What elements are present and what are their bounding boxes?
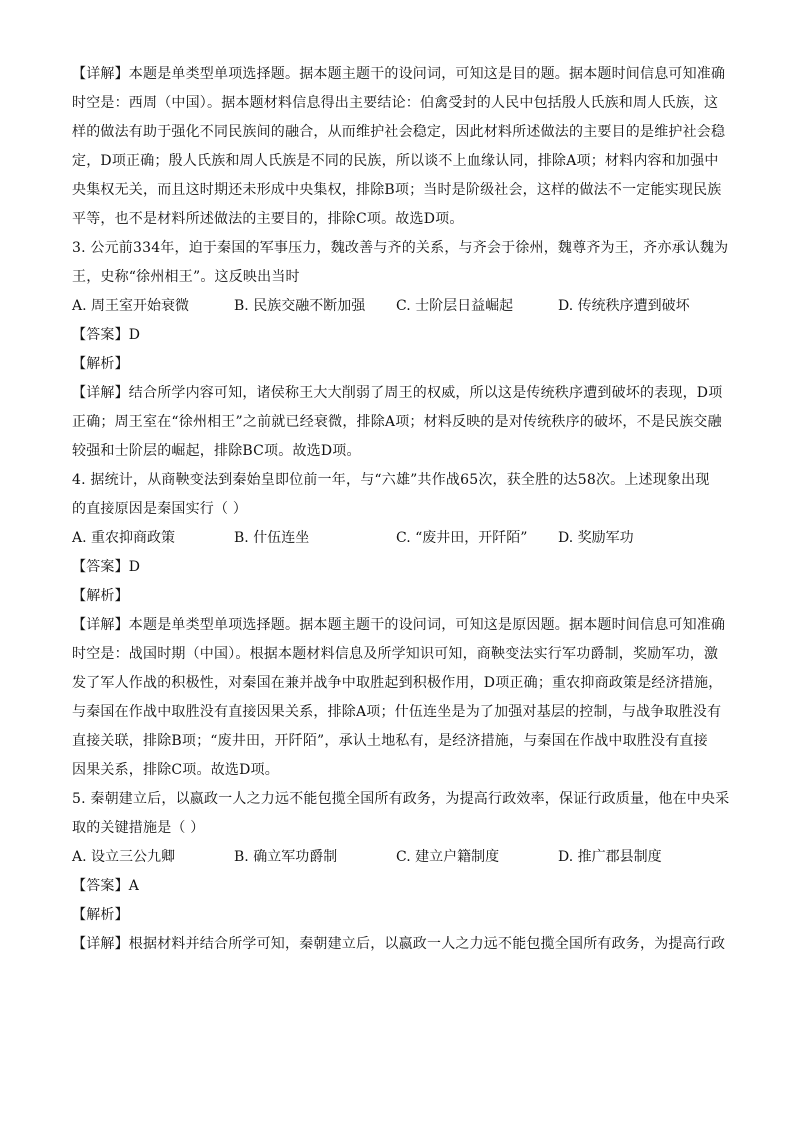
explanation-block-q2 xyxy=(72,60,724,234)
option-d: D. 推广郡县制度 xyxy=(558,849,662,865)
text-line: 央集权无关，而且这时期还未形成中央集权，排除B项；当时是阶级社会，这样的做法不一定能实现民族 xyxy=(72,182,722,198)
text-line: 时空是：西周（中国）。据本题材料信息得出主要结论：伯禽受封的人民中包括殷人氏族和周人氏族，这 xyxy=(72,95,719,111)
question-stem: 5. 秦朝建立后，以嬴政一人之力远不能包揽全国所有政务，为提高行政效率，保证行政质量，他在中央采 xyxy=(72,791,730,807)
option-c: C. 建立户籍制度 xyxy=(396,849,500,865)
option-b: B. 什伍连坐 xyxy=(234,530,310,546)
question-stem: 3. 公元前334年，迫于秦国的军事压力，魏改善与齐的关系，与齐会于徐州，魏尊齐为王，齐亦承认魏为 xyxy=(72,240,729,256)
document-page xyxy=(72,60,730,959)
option-d: D. 奖励军功 xyxy=(558,530,634,546)
question-stem: 王，史称“徐州相王”。这反映出当时 xyxy=(72,269,300,285)
option-a: A. 周王室开始衰微 xyxy=(72,298,190,314)
text-line: 直接关联，排除B项；“废井田，开阡陌”，承认土地私有，是经济措施，与秦国在作战中取胜没有直接 xyxy=(72,733,708,749)
option-a: A. 设立三公九卿 xyxy=(72,849,176,865)
text-line: 较强和士阶层的崛起，排除BC项。故选D项。 xyxy=(72,443,361,459)
question-stem: 4. 据统计，从商鞅变法到秦始皇即位前一年，与“六雄”共作战65次，获全胜的达58次。上述现象出现 xyxy=(72,472,710,488)
text-line: 因果关系，排除C项。故选D项。 xyxy=(72,762,279,778)
analysis-heading: 【解析】 xyxy=(72,588,129,604)
analysis-heading: 【解析】 xyxy=(72,907,129,923)
text-line: 发了军人作战的积极性，对秦国在兼并战争中取胜起到积极作用，D项正确；重农抑商政策是经济措施， xyxy=(72,675,723,691)
options-row xyxy=(72,843,724,872)
text-line: 【详解】本题是单类型单项选择题。据本题主题干的设问词，可知这是原因题。据本题时间信息可知准确 xyxy=(72,617,726,633)
option-b: B. 民族交融不断加强 xyxy=(234,298,366,314)
text-line: 时空是：战国时期（中国）。根据本题材料信息及所学知识可知，商鞅变法实行军功爵制，奖励军功，激 xyxy=(72,646,719,662)
answer-line: 【答案】A xyxy=(72,878,140,894)
option-c: C. 士阶层日益崛起 xyxy=(396,298,514,314)
answer-line: 【答案】D xyxy=(72,559,141,575)
text-line: 【详解】本题是单类型单项选择题。据本题主题干的设问词，可知这是目的题。据本题时间信息可知准确 xyxy=(72,66,726,82)
options-row xyxy=(72,292,724,321)
option-d: D. 传统秩序遭到破坏 xyxy=(558,298,690,314)
text-line: 与秦国在作战中取胜没有直接因果关系，排除A项；什伍连坐是为了加强对基层的控制，与战争取胜没有 xyxy=(72,704,722,720)
options-row xyxy=(72,524,724,553)
question-4 xyxy=(72,466,724,785)
answer-line: 【答案】D xyxy=(72,327,141,343)
question-5 xyxy=(72,785,730,959)
option-a: A. 重农抑商政策 xyxy=(72,530,176,546)
option-c: C. “废井田，开阡陌” xyxy=(396,530,528,546)
text-line: 正确；周王室在“徐州相王”之前就已经衰微，排除A项；材料反映的是对传统秩序的破坏，不是民族交融 xyxy=(72,414,722,430)
text-line: 平等，也不是材料所述做法的主要目的，排除C项。故选D项。 xyxy=(72,211,464,227)
question-3 xyxy=(72,234,729,466)
option-b: B. 确立军功爵制 xyxy=(234,849,338,865)
text-line: 样的做法有助于强化不同民族间的融合，从而维护社会稳定，因此材料所述做法的主要目的是维护社会稳 xyxy=(72,124,726,140)
text-line: 定，D项正确；殷人氏族和周人氏族是不同的民族，所以谈不上血缘认同，排除A项；材料内容和加强中 xyxy=(72,153,719,169)
text-line: 【详解】根据材料并结合所学可知，秦朝建立后，以嬴政一人之力远不能包揽全国所有政务，为提高行政 xyxy=(72,936,726,952)
question-stem: 的直接原因是秦国实行（ ） xyxy=(72,501,248,517)
analysis-heading: 【解析】 xyxy=(72,356,129,372)
text-line: 【详解】结合所学内容可知，诸侯称王大大削弱了周王的权威，所以这是传统秩序遭到破坏的表现，D项 xyxy=(72,385,723,401)
question-stem: 取的关键措施是（ ） xyxy=(72,820,205,836)
